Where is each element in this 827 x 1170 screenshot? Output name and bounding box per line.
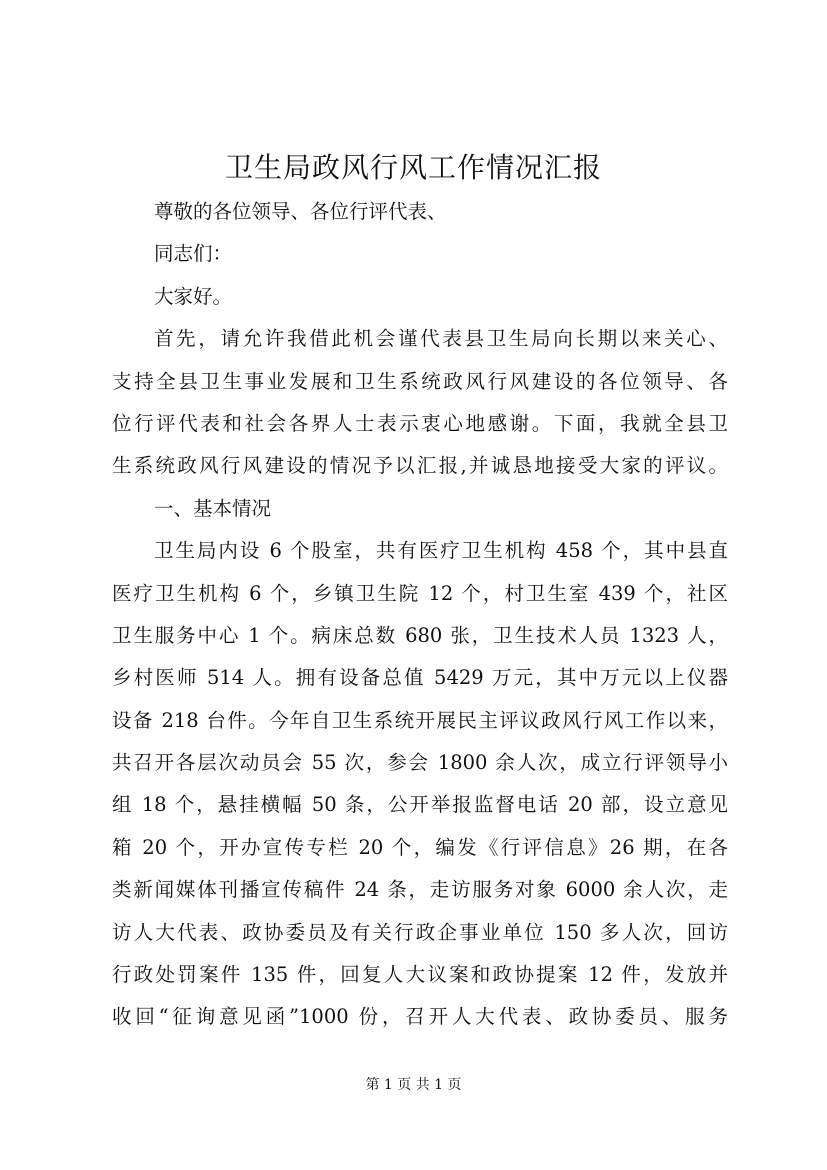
text-line: 医疗卫生机构 6 个，乡镇卫生院 12 个，村卫生室 439 个，社区: [112, 581, 728, 605]
text-line: 大家好。: [154, 284, 233, 308]
text-line: 同志们：: [154, 242, 233, 266]
text-line: 一、基本情况: [154, 496, 272, 520]
page-footer: 第 1 页 共 1 页: [365, 1077, 462, 1093]
text-line: 收回“征询意见函”1000 份，召开人大代表、政协委员、服务: [112, 1005, 728, 1029]
text-line: 乡村医师 514 人。拥有设备总值 5429 万元，其中万元以上仪器: [112, 666, 728, 690]
document-body: [112, 191, 728, 1039]
text-line: 首先，请允许我借此机会谨代表县卫生局向长期以来关心、: [154, 327, 728, 351]
text-line: 生系统政风行风建设的情况予以汇报,并诚恳地接受大家的评议。: [112, 454, 728, 478]
text-line: 组 18 个，悬挂横幅 50 条，公开举报监督电话 20 部，设立意见: [112, 793, 728, 817]
text-line: 共召开各层次动员会 55 次，参会 1800 余人次，成立行评领导小: [112, 751, 728, 775]
text-line: 箱 20 个，开办宣传专栏 20 个，编发《行评信息》26 期，在各: [112, 835, 728, 859]
text-line: 卫生局内设 6 个股室，共有医疗卫生机构 458 个，其中县直: [154, 539, 728, 563]
text-line: 尊敬的各位领导、各位行评代表、: [154, 200, 447, 223]
text-line: 支持全县卫生事业发展和卫生系统政风行风建设的各位领导、各: [112, 369, 728, 393]
text-line: 位行评代表和社会各界人士表示衷心地感谢。下面，我就全县卫: [112, 411, 728, 435]
text-line: 卫生服务中心 1 个。病床总数 680 张，卫生技术人员 1323 人，: [112, 623, 728, 647]
text-line: 设备 218 台件。今年自卫生系统开展民主评议政风行风工作以来，: [112, 708, 728, 732]
document-title: 卫生局政风行风工作情况汇报: [224, 151, 602, 184]
text-line: 行政处罚案件 135 件，回复人大议案和政协提案 12 件，发放并: [112, 963, 728, 987]
text-line: 类新闻媒体刊播宣传稿件 24 条，走访服务对象 6000 余人次，走: [112, 878, 728, 902]
text-line: 访人大代表、政协委员及有关行政企事业单位 150 多人次，回访: [112, 920, 728, 944]
